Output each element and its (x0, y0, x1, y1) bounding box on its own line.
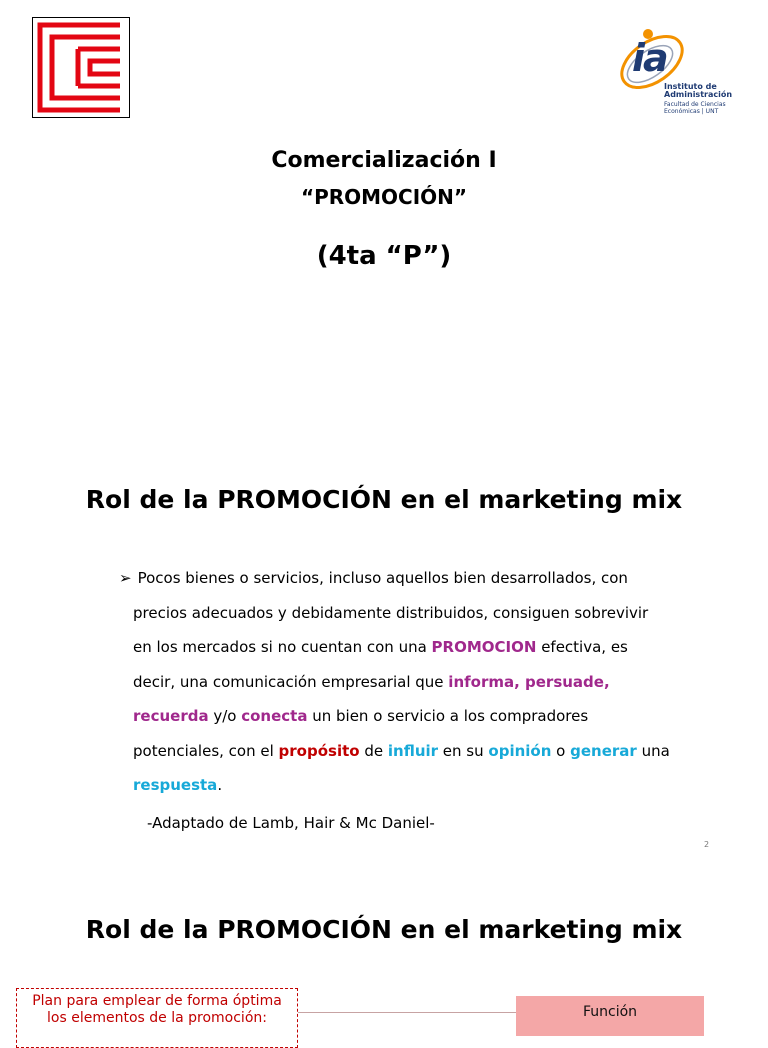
line-text: Pocos bienes o servicios, incluso aquellos bien desarrollados, con (137, 569, 628, 587)
source-attribution: -Adaptado de Lamb, Hair & Mc Daniel- (147, 814, 435, 832)
paragraph-line-4 (119, 665, 679, 700)
course-title: Comercialización I (271, 148, 497, 173)
faculty-logo-mark (32, 17, 130, 118)
paragraph-line-3 (119, 630, 679, 665)
highlight-opinion: opinión (488, 741, 552, 760)
highlight-conecta: conecta (241, 707, 308, 725)
line-text: en los mercados si no cuentan con una (133, 638, 432, 656)
highlight-proposito: propósito (278, 741, 360, 760)
funcion-box: Función (516, 996, 704, 1036)
line-text: de (359, 741, 388, 760)
line-text: un bien o servicio a los compradores (307, 707, 589, 725)
line-text: una (636, 741, 670, 760)
topic-subtitle: (4ta “P”) (316, 241, 452, 271)
faculty-logo (32, 17, 130, 118)
institute-logo-line2: Administración (664, 90, 733, 99)
highlight-informa-persuade: informa, persuade, (448, 672, 610, 691)
highlight-promocion: PROMOCION (431, 638, 537, 656)
plan-box-line: los elementos de la promoción: (47, 1010, 267, 1026)
highlight-influir: influir (387, 741, 439, 760)
highlight-respuesta: respuesta (133, 776, 218, 794)
line-text: en su (438, 741, 489, 760)
line-text: potenciales, con el (133, 741, 279, 760)
bullet-arrow-icon: ➢ (119, 569, 132, 587)
section-heading: Rol de la PROMOCIÓN en el marketing mix (85, 485, 683, 514)
highlight-recuerda: recuerda (133, 707, 209, 725)
page-number: 2 (704, 840, 710, 849)
highlight-generar: generar (570, 741, 637, 760)
institute-logo-line4: Económicas | UNT (664, 108, 719, 115)
institute-logo-line3: Facultad de Ciencias (664, 101, 726, 108)
topic-title: “PROMOCIÓN” (300, 185, 468, 209)
line-text: . (217, 776, 223, 794)
paragraph-line-7 (119, 768, 679, 803)
line-text: y/o (208, 707, 242, 725)
line-text: decir, una comunicación empresarial que (133, 672, 449, 691)
paragraph-line-2 (119, 596, 679, 631)
section-heading: Rol de la PROMOCIÓN en el marketing mix (85, 915, 683, 944)
institute-logo (612, 18, 736, 118)
paragraph-line-5 (119, 699, 679, 734)
connector-line (298, 1012, 516, 1013)
line-text: precios adecuados y debidamente distribuidos, consiguen sobrevivir (133, 603, 649, 622)
paragraph-line-1 (119, 561, 679, 596)
institute-logo-letters: ia (632, 36, 667, 80)
plan-box (16, 988, 298, 1048)
line-text: efectiva, es (536, 638, 628, 656)
line-text: o (551, 741, 571, 760)
body-paragraph (119, 561, 679, 803)
paragraph-line-6 (119, 734, 679, 769)
institute-logo-line1: Instituto de (664, 82, 717, 91)
plan-box-line: Plan para emplear de forma óptima (32, 993, 282, 1009)
